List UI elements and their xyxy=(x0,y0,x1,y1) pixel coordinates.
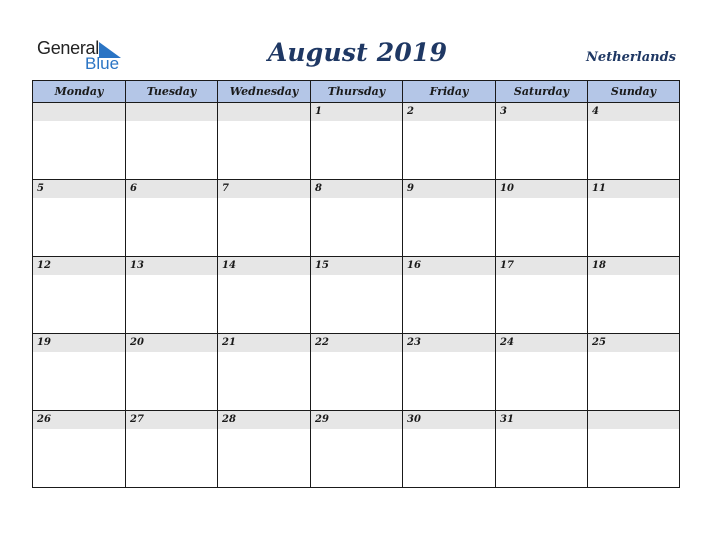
day-number: 3 xyxy=(496,103,587,121)
day-cell xyxy=(311,257,403,334)
week-row xyxy=(33,257,680,334)
day-cell xyxy=(403,103,496,180)
day-number: 19 xyxy=(33,334,125,352)
day-cell xyxy=(126,180,218,257)
day-cell xyxy=(588,103,680,180)
week-row xyxy=(33,103,680,180)
day-cell xyxy=(33,257,126,334)
day-number: 5 xyxy=(33,180,125,198)
day-cell xyxy=(311,180,403,257)
day-number: 27 xyxy=(126,411,217,429)
day-number: 8 xyxy=(311,180,402,198)
day-number: 12 xyxy=(33,257,125,275)
day-cell xyxy=(33,180,126,257)
weekday-header-thursday: Thursday xyxy=(311,81,403,103)
day-number: 28 xyxy=(218,411,310,429)
weekday-header-row xyxy=(33,81,680,103)
day-cell xyxy=(33,334,126,411)
day-number: 15 xyxy=(311,257,402,275)
day-cell xyxy=(496,103,588,180)
day-number: 29 xyxy=(311,411,402,429)
day-cell xyxy=(218,103,311,180)
day-cell xyxy=(126,103,218,180)
day-cell xyxy=(496,334,588,411)
day-cell xyxy=(218,334,311,411)
weekday-header-saturday: Saturday xyxy=(496,81,588,103)
page-title: August 2019 xyxy=(267,38,448,67)
day-number: 26 xyxy=(33,411,125,429)
day-cell xyxy=(218,180,311,257)
day-cell xyxy=(403,411,496,488)
day-cell xyxy=(33,411,126,488)
day-number: 30 xyxy=(403,411,495,429)
week-row xyxy=(33,411,680,488)
day-number: 22 xyxy=(311,334,402,352)
day-cell xyxy=(311,103,403,180)
day-cell xyxy=(496,411,588,488)
day-number xyxy=(126,103,217,121)
day-number xyxy=(588,411,679,429)
day-cell xyxy=(311,334,403,411)
day-cell xyxy=(126,334,218,411)
weekday-header-tuesday: Tuesday xyxy=(126,81,218,103)
general-blue-logo xyxy=(37,38,132,74)
day-cell xyxy=(218,257,311,334)
logo-text-blue: Blue xyxy=(85,54,120,73)
calendar-grid xyxy=(32,80,680,488)
day-number xyxy=(218,103,310,121)
day-number: 16 xyxy=(403,257,495,275)
day-cell xyxy=(311,411,403,488)
day-number: 1 xyxy=(311,103,402,121)
day-number xyxy=(33,103,125,121)
day-number: 9 xyxy=(403,180,495,198)
day-cell xyxy=(496,257,588,334)
day-number: 2 xyxy=(403,103,495,121)
day-cell xyxy=(403,257,496,334)
day-cell xyxy=(588,257,680,334)
day-cell xyxy=(126,411,218,488)
day-cell xyxy=(588,180,680,257)
logo-text-general: General xyxy=(37,38,99,58)
day-number: 18 xyxy=(588,257,679,275)
weekday-header-monday: Monday xyxy=(33,81,126,103)
day-cell xyxy=(403,180,496,257)
weekday-header-wednesday: Wednesday xyxy=(218,81,311,103)
day-number: 13 xyxy=(126,257,217,275)
day-number: 4 xyxy=(588,103,679,121)
day-cell xyxy=(403,334,496,411)
day-number: 20 xyxy=(126,334,217,352)
day-number: 31 xyxy=(496,411,587,429)
day-number: 23 xyxy=(403,334,495,352)
day-number: 14 xyxy=(218,257,310,275)
day-number: 17 xyxy=(496,257,587,275)
weekday-header-sunday: Sunday xyxy=(588,81,680,103)
day-number: 6 xyxy=(126,180,217,198)
day-cell xyxy=(33,103,126,180)
day-cell xyxy=(588,411,680,488)
day-number: 11 xyxy=(588,180,679,198)
day-number: 21 xyxy=(218,334,310,352)
weekday-header-friday: Friday xyxy=(403,81,496,103)
day-number: 7 xyxy=(218,180,310,198)
day-cell xyxy=(218,411,311,488)
country-label: Netherlands xyxy=(586,50,676,65)
day-number: 25 xyxy=(588,334,679,352)
week-row xyxy=(33,334,680,411)
day-cell xyxy=(126,257,218,334)
day-cell xyxy=(588,334,680,411)
day-number: 24 xyxy=(496,334,587,352)
day-cell xyxy=(496,180,588,257)
day-number: 10 xyxy=(496,180,587,198)
week-row xyxy=(33,180,680,257)
